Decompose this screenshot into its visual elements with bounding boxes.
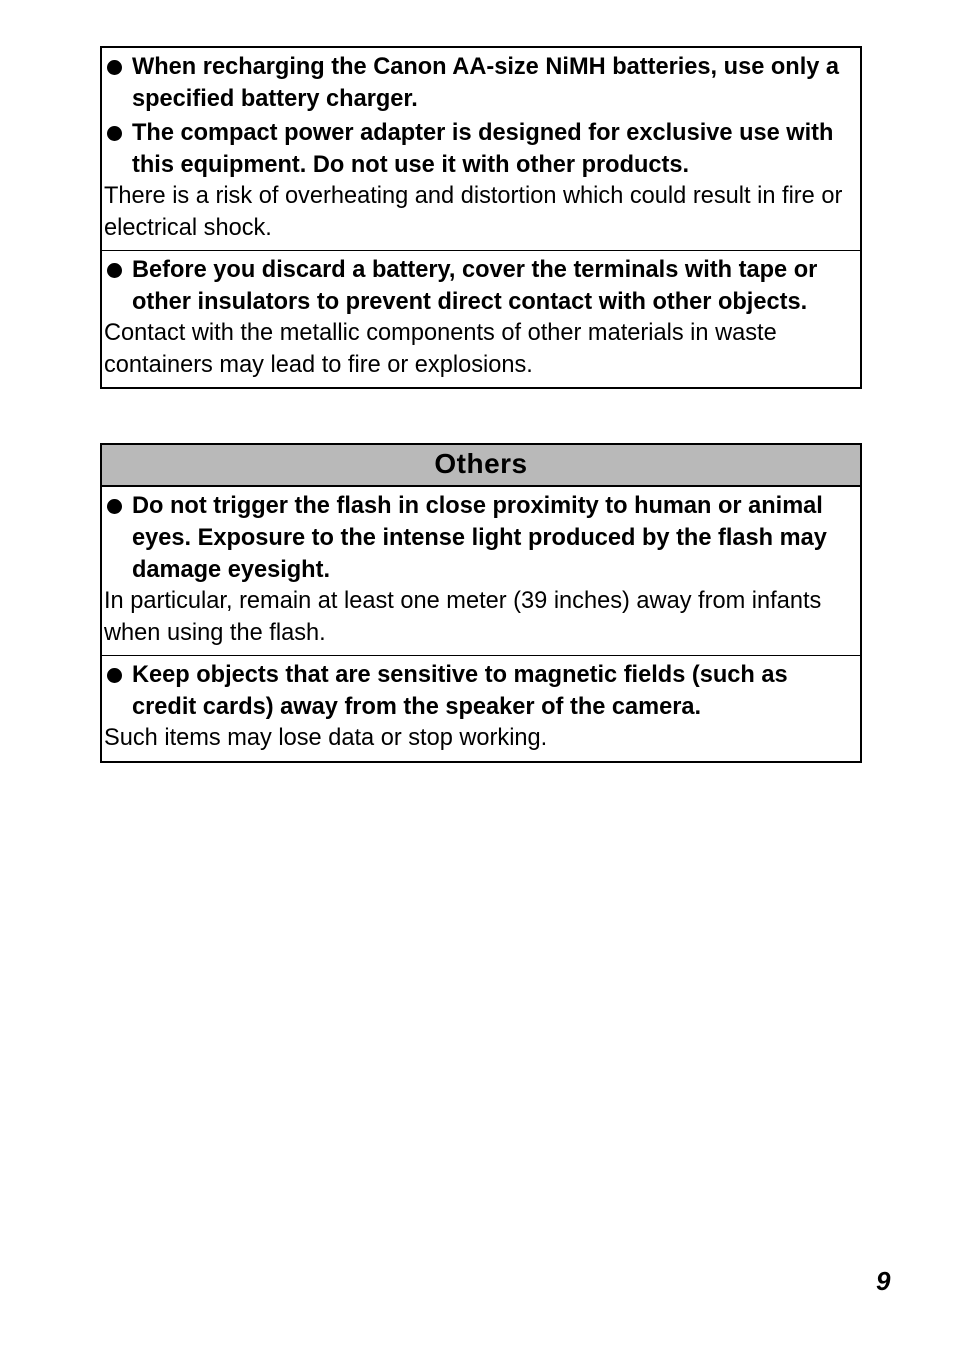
- warning-box-batteries: [100, 46, 862, 389]
- bullet-dot-icon: [107, 126, 122, 141]
- bullet-dot-icon: [107, 499, 122, 514]
- warning-note: Such items may lose data or stop working.: [104, 725, 548, 751]
- warning-note: In particular, remain at least one meter (39 inches) away from infants when using the flash.: [104, 588, 822, 646]
- bullet-dot-icon: [107, 263, 122, 278]
- warning-bullet-text: The compact power adapter is designed for exclusive use with this equipment. Do not use it with other products.: [132, 120, 834, 178]
- warning-note: Contact with the metallic components of other materials in waste containers may lead to fire or explosions.: [104, 320, 777, 378]
- warning-section: [102, 487, 860, 655]
- page-number: 9: [876, 1266, 891, 1296]
- section-header-others: Others: [102, 445, 860, 487]
- warning-section: [102, 48, 860, 250]
- warning-bullet-text: Do not trigger the flash in close proximity to human or animal eyes. Exposure to the intense light produced by the flash may damage eyesight.: [132, 493, 827, 583]
- warning-bullet: [104, 254, 854, 318]
- warning-section: [102, 250, 860, 387]
- warning-note: There is a risk of overheating and distortion which could result in fire or electrical shock.: [104, 183, 843, 241]
- warning-box-others: [100, 443, 862, 763]
- warning-bullet-text: Keep objects that are sensitive to magnetic fields (such as credit cards) away from the speaker of the camera.: [132, 662, 788, 720]
- warning-bullet-text: When recharging the Canon AA-size NiMH batteries, use only a specified battery charger.: [132, 54, 840, 112]
- warning-bullet-text: Before you discard a battery, cover the terminals with tape or other insulators to prevent direct contact with other objects.: [132, 257, 818, 315]
- warning-bullet: [104, 51, 854, 115]
- warning-section: [102, 655, 860, 761]
- warning-bullet: [104, 117, 854, 181]
- bullet-dot-icon: [107, 668, 122, 683]
- bullet-dot-icon: [107, 60, 122, 75]
- warning-bullet: [104, 659, 854, 723]
- warning-bullet: [104, 490, 854, 586]
